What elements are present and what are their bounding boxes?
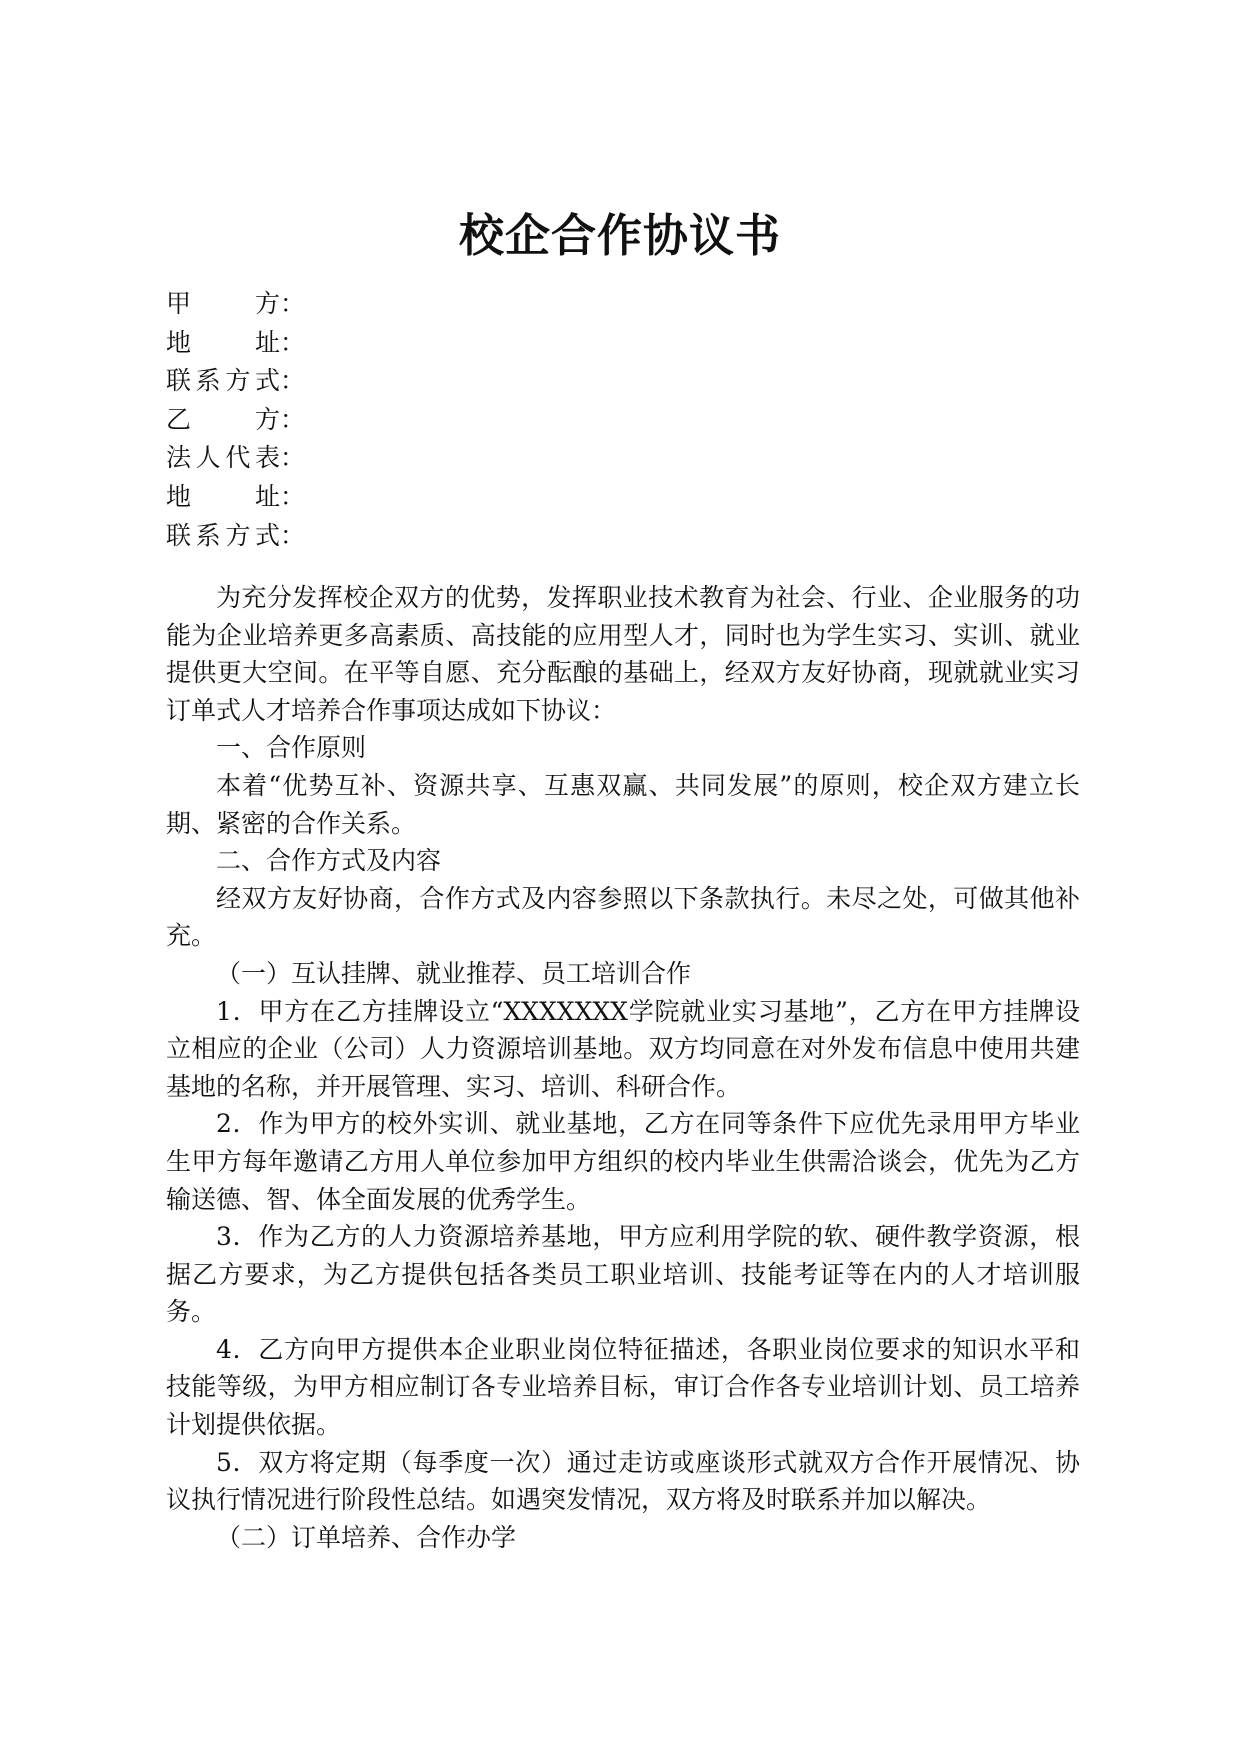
info-colon: ： — [280, 289, 306, 318]
info-colon: ： — [280, 327, 306, 357]
info-label: 地址 — [166, 327, 280, 357]
info-row-party-b — [166, 401, 1086, 440]
info-row-legal-rep — [166, 439, 1086, 478]
info-label: 联系方式 — [166, 366, 280, 396]
clause-2: 2．作为甲方的校外实训、就业基地，乙方在同等条件下应优先录用甲方毕业生甲方每年邀请乙方用人单位参加甲方组织的校内毕业生供需洽谈会，优先为乙方输送德、智、体全面发展的优秀学生。 — [166, 1109, 1080, 1214]
info-label: 甲方 — [166, 289, 280, 318]
paragraph-preamble: 为充分发挥校企双方的优势，发挥职业技术教育为社会、行业、企业服务的功能为企业培养更多高素质、高技能的应用型人才，同时也为学生实习、实训、就业提供更大空间。在平等自愿、充分酝酿的基础上，经双方友好协商，现就就业实习订单式人才培养合作事项达成如下协议： — [166, 583, 1080, 725]
paragraph-principles: 本着“优势互补、资源共享、互惠双赢、共同发展”的原则，校企双方建立长期、紧密的合作关系。 — [166, 770, 1080, 838]
party-info-block — [166, 285, 1086, 555]
clause-3: 3．作为乙方的人力资源培养基地，甲方应利用学院的软、硬件教学资源，根据乙方要求，为乙方提供包括各类员工职业培训、技能考证等在内的人才培训服务。 — [166, 1222, 1080, 1327]
info-label: 地址 — [166, 481, 280, 511]
document-body — [166, 579, 1080, 1556]
info-label: 联系方式 — [166, 520, 280, 550]
subsection-heading-1: （一）互认挂牌、就业推荐、员工培训合作 — [216, 958, 692, 988]
info-colon: ： — [280, 443, 306, 473]
section-heading-principles: 一、合作原则 — [216, 733, 367, 763]
info-colon: ： — [280, 481, 306, 511]
info-colon: ： — [280, 520, 306, 550]
subsection-heading-2: （二）订单培养、合作办学 — [216, 1522, 517, 1552]
info-colon: ： — [280, 366, 306, 396]
info-colon: ： — [280, 404, 306, 434]
info-row-address-a — [166, 324, 1086, 363]
info-row-contact-b — [166, 517, 1086, 556]
section-heading-methods: 二、合作方式及内容 — [216, 846, 442, 876]
info-row-address-b — [166, 478, 1086, 517]
info-label: 乙方 — [166, 404, 280, 434]
clause-5: 5．双方将定期（每季度一次）通过走访或座谈形式就双方合作开展情况、协议执行情况进行阶段性总结。如遇突发情况，双方将及时联系并加以解决。 — [166, 1447, 1080, 1515]
clause-1: 1．甲方在乙方挂牌设立“XXXXXXX学院就业实习基地”，乙方在甲方挂牌设立相应的企业（公司）人力资源培训基地。双方均同意在对外发布信息中使用共建基地的名称，并开展管理、实习、培训、科研合作。 — [166, 996, 1080, 1101]
clause-4: 4．乙方向甲方提供本企业职业岗位特征描述，各职业岗位要求的知识水平和技能等级，为甲方相应制订各专业培养目标，审订合作各专业培训计划、员工培养计划提供依据。 — [166, 1334, 1080, 1440]
paragraph-methods: 经双方友好协商，合作方式及内容参照以下条款执行。未尽之处，可做其他补充。 — [166, 883, 1080, 951]
info-row-party-a — [166, 285, 1086, 324]
document-title: 校企合作协议书 — [458, 209, 781, 262]
info-row-contact-a — [166, 362, 1086, 401]
info-label: 法人代表 — [166, 443, 280, 473]
